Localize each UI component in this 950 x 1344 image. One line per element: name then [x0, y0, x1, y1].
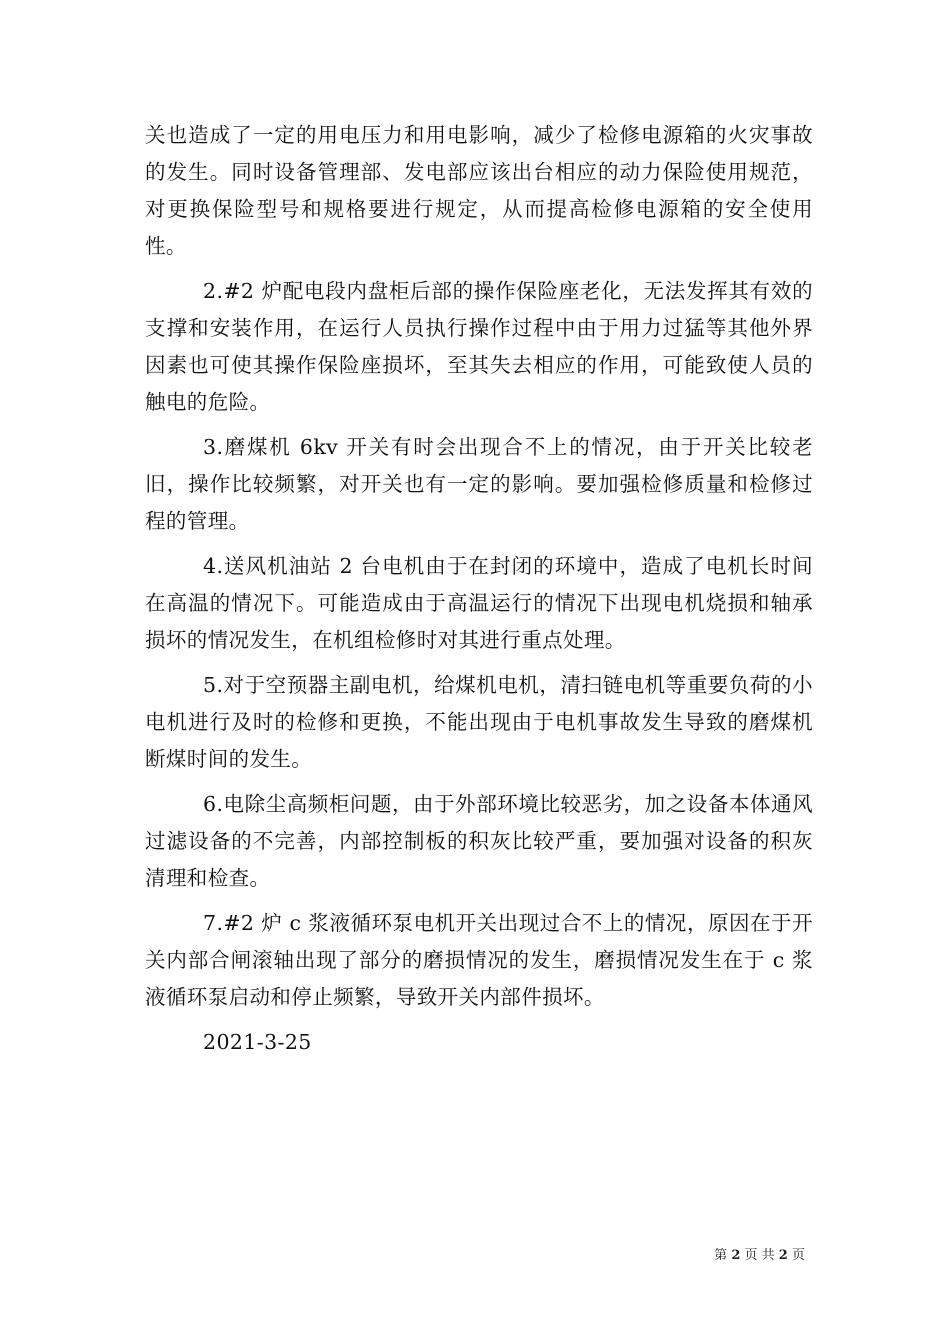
paragraph-item-6: 6.电除尘高频柜问题，由于外部环境比较恶劣，加之设备本体通风过滤设备的不完善，内部控制板的积灰比较严重，要加强对设备的积灰清理和检查。 [145, 792, 813, 890]
page-footer [714, 1248, 805, 1264]
paragraph-item-2: 2.#2 炉配电段内盘柜后部的操作保险座老化，无法发挥其有效的支撑和安装作用，在运行人员执行操作过程中由于用力过猛等其他外界因素也可使其操作保险座损坏，至其失去相应的作用，可能致使人员的触电的危险。 [145, 279, 813, 414]
footer-page-number: 2 [731, 1248, 741, 1263]
paragraph-item-5: 5.对于空预器主副电机，给煤机电机，清扫链电机等重要负荷的小电机进行及时的检修和更换，不能出现由于电机事故发生导致的磨煤机断煤时间的发生。 [145, 673, 813, 771]
footer-total-pages: 2 [778, 1248, 788, 1263]
document-body [145, 117, 813, 1069]
paragraph-item-4: 4.送风机油站 2 台电机由于在封闭的环境中，造成了电机长时间在高温的情况下。可能造成由于高温运行的情况下出现电机烧损和轴承损坏的情况发生，在机组检修时对其进行重点处理。 [145, 554, 813, 652]
document-date: 2021-3-25 [203, 1030, 312, 1054]
footer-suffix: 页 [791, 1248, 805, 1263]
footer-prefix: 第 [714, 1248, 728, 1263]
paragraph-item-3: 3.磨煤机 6kv 开关有时会出现合不上的情况，由于开关比较老旧，操作比较频繁，对开关也有一定的影响。要加强检修质量和检修过程的管理。 [145, 435, 813, 533]
paragraph-continuation: 关也造成了一定的用电压力和用电影响，减少了检修电源箱的火灾事故的发生。同时设备管理部、发电部应该出台相应的动力保险使用规范，对更换保险型号和规格要进行规定，从而提高检修电源箱的安全使用性。 [145, 123, 813, 258]
paragraph-item-7: 7.#2 炉 c 浆液循环泵电机开关出现过合不上的情况，原因在于开关内部合闸滚轴出现了部分的磨损情况的发生，磨损情况发生在于 c 浆液循环泵启动和停止频繁，导致开关内部件损坏。 [145, 911, 813, 1009]
footer-middle: 页 共 [744, 1248, 775, 1263]
